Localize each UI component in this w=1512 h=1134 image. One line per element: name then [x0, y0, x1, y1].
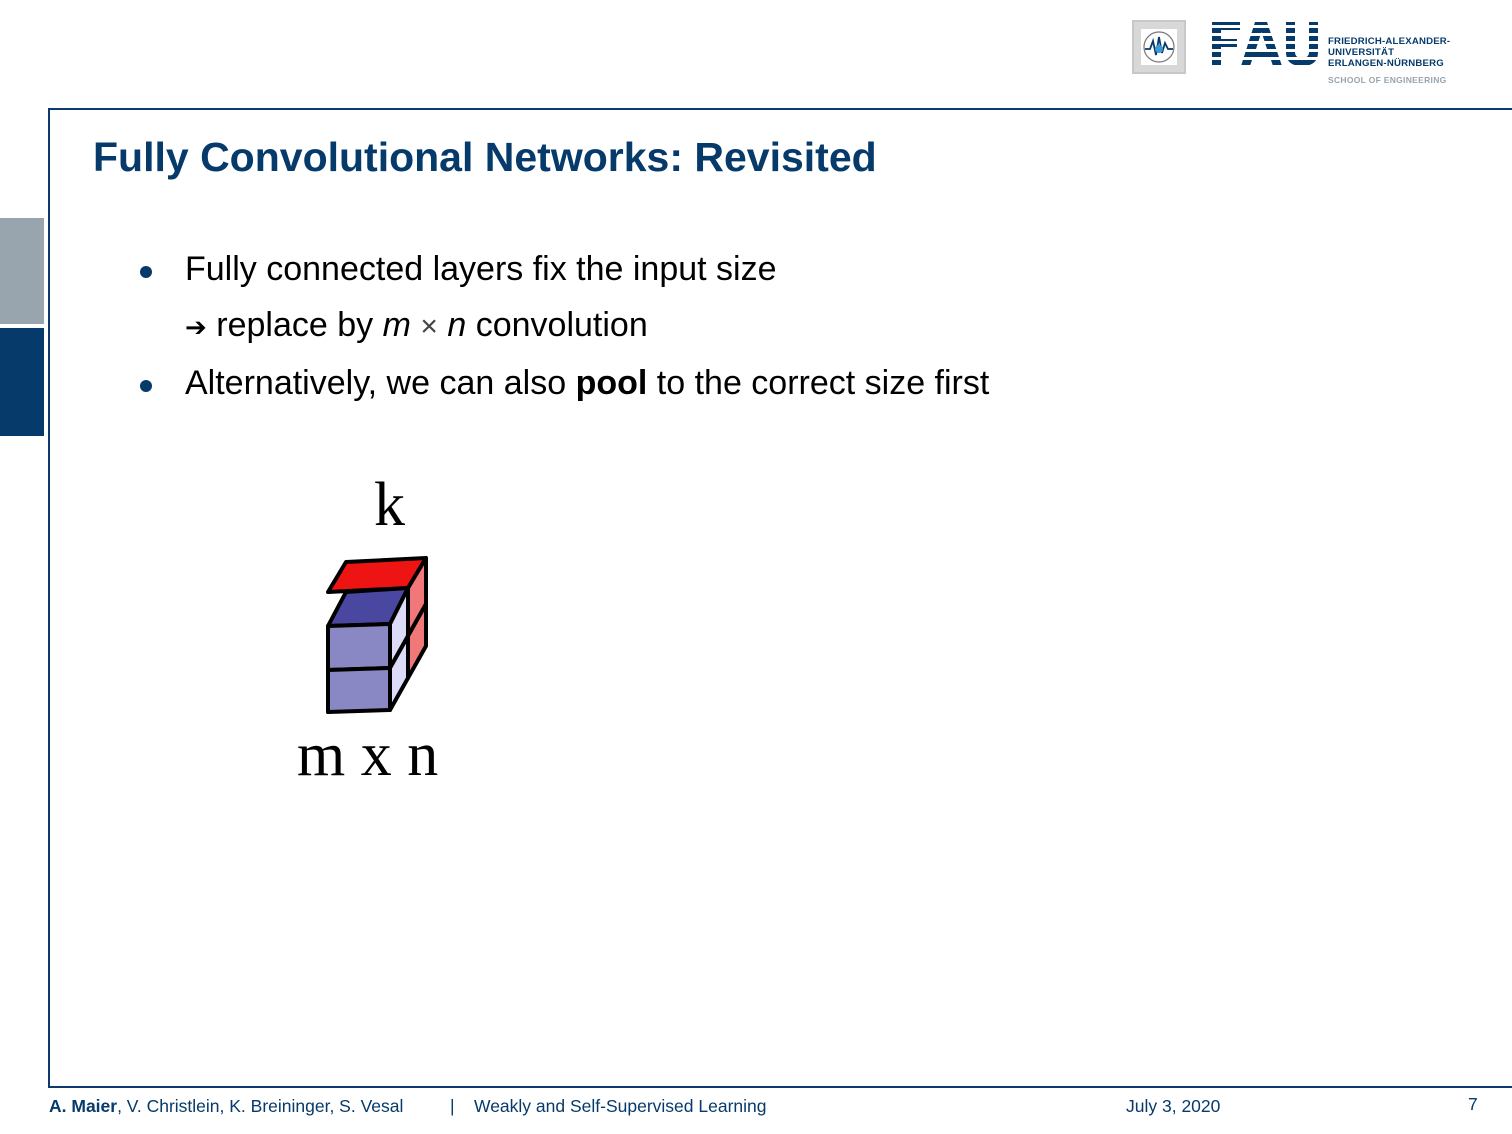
- emphasis-pool: pool: [575, 364, 648, 402]
- times-symbol: ×: [420, 310, 438, 343]
- kernel-cube-diagram: [318, 548, 438, 724]
- front-face: [328, 668, 390, 712]
- depth-label: k: [374, 471, 405, 539]
- bullet-item: Alternatively, we can also pool to the correct size first: [185, 364, 990, 402]
- school-name: SCHOOL OF ENGINEERING: [1328, 75, 1447, 85]
- sub-item: ➔ replace by m × n convolution: [185, 306, 648, 344]
- university-logo: [1132, 18, 1462, 88]
- section-tab-current[interactable]: [0, 328, 44, 436]
- section-tab-previous[interactable]: [0, 218, 44, 324]
- footer-course-title: Weakly and Self-Supervised Learning: [474, 1096, 767, 1116]
- slide-title: Fully Convolutional Networks: Revisited: [93, 134, 877, 180]
- arrow-icon: ➔: [185, 312, 207, 342]
- footer-authors: A. Maier, V. Christlein, K. Breininger, S. Vesal: [49, 1096, 404, 1116]
- variable-m: m: [382, 306, 411, 344]
- footer-separator: |: [450, 1096, 455, 1116]
- spatial-size-label: m x n: [297, 721, 439, 789]
- footer-date: July 3, 2020: [1126, 1096, 1221, 1116]
- university-name: FRIEDRICH-ALEXANDER- UNIVERSITÄT ERLANGEN-NÜRNBERG: [1328, 36, 1451, 69]
- page-number: 7: [1468, 1094, 1478, 1114]
- lme-logo-icon: [1132, 20, 1186, 74]
- bullet-item: Fully connected layers fix the input size: [185, 250, 777, 288]
- front-face: [328, 624, 390, 670]
- bullet-dot-icon: [140, 266, 152, 278]
- fau-wordmark-icon: [1210, 20, 1320, 68]
- bullet-dot-icon: [140, 380, 152, 392]
- variable-n: n: [447, 306, 467, 344]
